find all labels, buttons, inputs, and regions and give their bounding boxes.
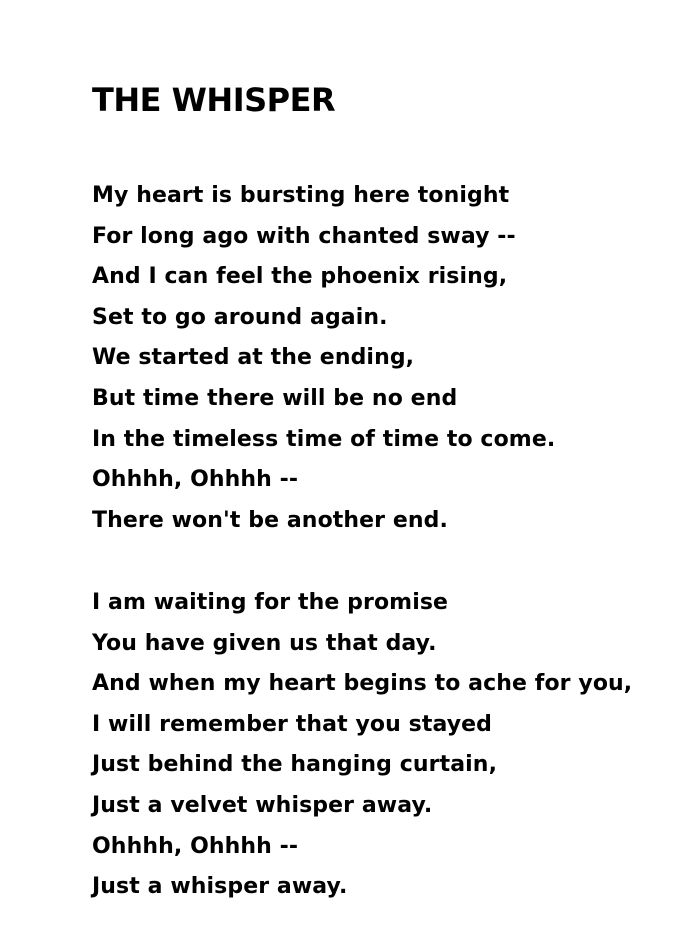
poem-line: For long ago with chanted sway -- (92, 223, 516, 249)
poem-line: Just a velvet whisper away. (92, 792, 433, 818)
poem-line: Just behind the hanging curtain, (92, 752, 498, 778)
poem-line: In the timeless time of time to come. (92, 426, 556, 452)
poem-line: Just a whisper away. (92, 874, 348, 900)
poem-line: I will remember that you stayed (92, 711, 493, 737)
poem-line: We started at the ending, (92, 345, 415, 371)
poem-line: My heart is bursting here tonight (92, 183, 510, 208)
poem-title: THE WHISPER (92, 81, 336, 119)
poem-line: But time there will be no end (92, 385, 458, 411)
stanza-2 (92, 583, 632, 908)
stanza-1 (92, 176, 555, 541)
poem-line: And I can feel the phoenix rising, (92, 264, 508, 290)
poem-line: Ohhhh, Ohhhh -- (92, 833, 299, 859)
poem-line: Ohhhh, Ohhhh -- (92, 467, 299, 493)
poem-line: And when my heart begins to ache for you, (92, 671, 633, 697)
poem-line: There won't be another end. (92, 507, 448, 533)
poem-line: Set to go around again. (92, 304, 388, 330)
poem-line: I am waiting for the promise (92, 590, 449, 615)
poem-line: You have given us that day. (92, 630, 437, 656)
